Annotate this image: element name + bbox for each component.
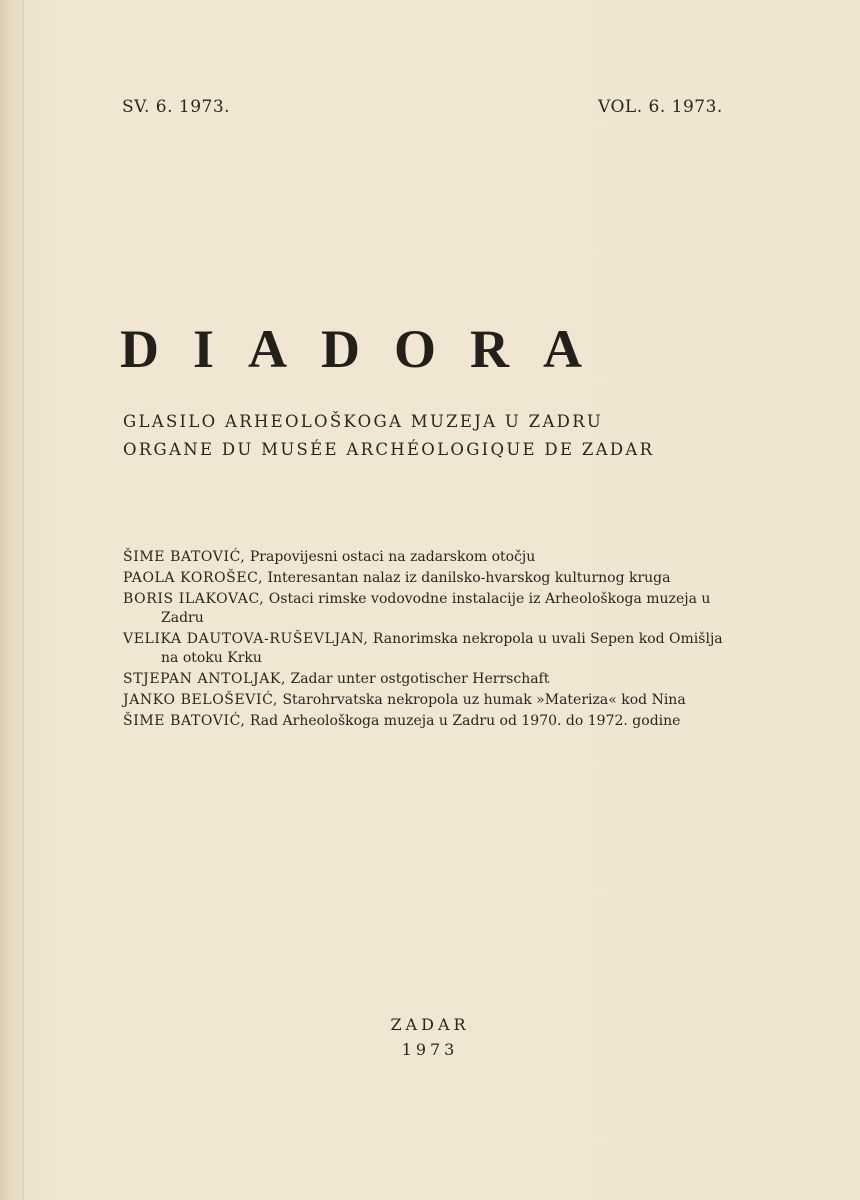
toc-author: ŠIME BATOVIĆ, bbox=[123, 549, 246, 565]
toc-title: Ostaci rimske vodovodne instalacije iz Arheološkoga muzeja u Zadru bbox=[161, 591, 711, 626]
toc-title: Rad Arheološkoga muzeja u Zadru od 1970. do 1972. godine bbox=[249, 713, 681, 729]
toc-entry bbox=[123, 670, 728, 689]
toc-title: Interesantan nalaz iz danilsko-hvarskog kulturnog kruga bbox=[267, 570, 671, 586]
toc-entry bbox=[123, 548, 728, 567]
toc-author: BORIS ILAKOVAC, bbox=[123, 591, 265, 607]
toc-author: PAOLA KOROŠEC, bbox=[123, 570, 264, 586]
toc-entry bbox=[123, 630, 728, 668]
issue-number: SV. 6. 1973. bbox=[122, 97, 231, 117]
journal-title: DIADORA bbox=[120, 319, 617, 379]
toc-author: VELIKA DAUTOVA-RUŠEVLJAN, bbox=[123, 631, 369, 647]
subtitle-french: ORGANE DU MUSÉE ARCHÉOLOGIQUE DE ZADAR bbox=[123, 440, 655, 459]
toc-author: JANKO BELOŠEVIĆ, bbox=[123, 692, 278, 708]
toc-author: STJEPAN ANTOLJAK, bbox=[123, 671, 287, 687]
imprint-city: ZADAR bbox=[390, 1015, 470, 1034]
imprint-year: 1973 bbox=[401, 1040, 459, 1059]
toc-entry bbox=[123, 691, 728, 710]
volume-number: VOL. 6. 1973. bbox=[598, 97, 723, 117]
subtitle-croatian: GLASILO ARHEOLOŠKOGA MUZEJA U ZADRU bbox=[123, 412, 604, 431]
table-of-contents bbox=[123, 548, 728, 733]
toc-title: Zadar unter ostgotischer Herrschaft bbox=[290, 671, 550, 687]
toc-title: Prapovijesni ostaci na zadarskom otočju bbox=[249, 549, 536, 565]
toc-title: Ranorimska nekropola u uvali Sepen kod Omišlja na otoku Krku bbox=[161, 631, 723, 666]
toc-entry bbox=[123, 569, 728, 588]
toc-title: Starohrvatska nekropola uz humak »Materiza« kod Nina bbox=[282, 692, 686, 708]
toc-entry bbox=[123, 590, 728, 628]
toc-author: ŠIME BATOVIĆ, bbox=[123, 713, 246, 729]
toc-entry bbox=[123, 712, 728, 731]
